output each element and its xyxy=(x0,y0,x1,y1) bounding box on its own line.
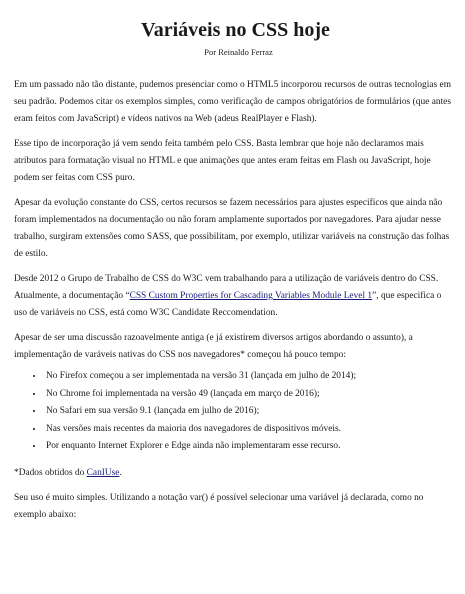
article-byline: Por Reinaldo Ferraz xyxy=(204,47,273,57)
list-item-safari: • No Safari em sua versão 9.1 (lançada em julho de 2016); xyxy=(44,403,451,421)
data-source-note-end: . xyxy=(119,467,122,478)
paragraph-usage: Seu uso é muito simples. Utilizando a notação var() é possível selecionar uma variável já declarada, como no exemplo abaixo: xyxy=(14,492,424,520)
paragraph-w3c-text-end: ”, que especifica o uso de variáveis no CSS, está como W3C Candidate Reccomendation. xyxy=(14,291,442,318)
paragraph-css-incorporation: Esse tipo de incorporação já vem sendo feita também pelo CSS. Basta lembrar que hoje não declaramos mais atributos para formatação visual no HTML e que animações que antes eram feitas em Flash ou JavaScript, hoje podem ser feitas com CSS puro. xyxy=(14,139,431,183)
paragraph-w3c-text-start: Desde 2012 o Grupo de Trabalho de CSS do W3C vem trabalhando para a utilização de variáveis dentro do CSS. Atualmente, a documentação “ xyxy=(14,274,439,301)
list-item-ie-edge: • Por enquanto Internet Explorer e Edge ainda não implementaram esse recurso. xyxy=(44,438,451,456)
paragraph-css-evolution: Apesar da evolução constante do CSS, certos recursos se fazem necessários para ajustes específicos que ainda não foram implementados na documentação ou não foram amplamente suportados por navegadores. Para ajudar nesse trabalho, surgiram extensões como SASS, que possibilitam, por exemplo, utilizar variáveis na construção das folhas de estilo. xyxy=(14,198,450,259)
caniuse-link[interactable]: CanIUse xyxy=(86,467,120,478)
paragraph-w3c xyxy=(14,271,451,322)
browser-support-list xyxy=(14,368,451,456)
data-source-note-text: *Dados obtidos do xyxy=(14,467,87,478)
list-item-mobile: • Nas versões mais recentes da maioria dos navegadores de dispositivos móveis. xyxy=(44,421,451,439)
css-custom-properties-link[interactable]: CSS Custom Properties for Cascading Variables Module Level 1 xyxy=(129,291,373,301)
list-item-firefox: • No Firefox começou a ser implementada na versão 31 (lançada em julho de 2014); xyxy=(44,368,451,386)
data-source-note xyxy=(14,465,451,482)
list-item-chrome: • No Chrome foi implementada na versão 49 (lançada em março de 2016); xyxy=(44,386,451,404)
paragraph-implementation: Apesar de ser uma discussão razoavelmente antiga (e já existirem diversos artigos abordando o assunto), a implementação de varáveis nativas do CSS nos navegadores* começou há pouco tempo: xyxy=(14,333,413,360)
paragraph-intro: Em um passado não tão distante, pudemos presenciar como o HTML5 incorporou recursos de outras tecnologias em seu padrão. Podemos citar os exemplos simples, como verificação de campos obrigatórios de formulários (que antes eram feitos com JavaScript) e vídeos nativos na Web (adeus RealPlayer e Flash). xyxy=(14,80,451,124)
article-title: Variáveis no CSS hoje xyxy=(141,19,330,41)
